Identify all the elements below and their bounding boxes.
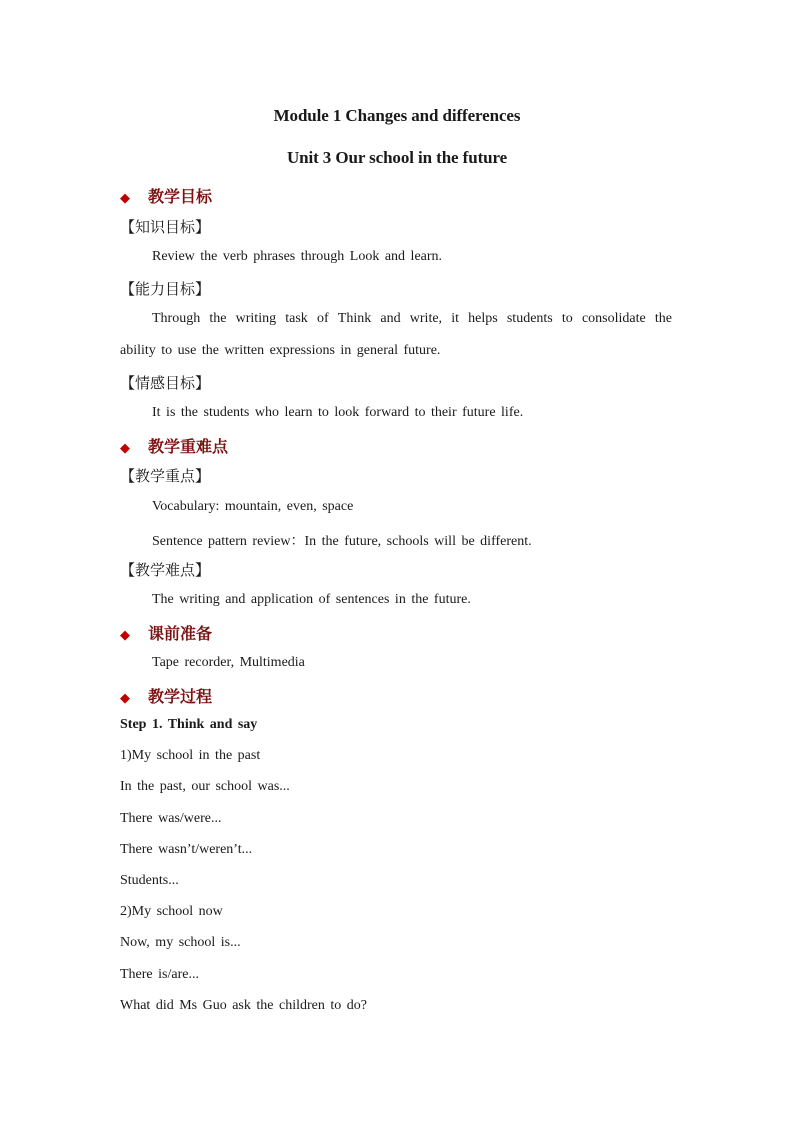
process-line: 1)My school in the past [120, 748, 261, 763]
diamond-icon: ◆ [120, 628, 130, 643]
step-1-heading: Step 1. Think and say [120, 717, 258, 732]
diamond-icon: ◆ [120, 441, 130, 456]
knowledge-goal-text: Review the verb phrases through Look and learn. [152, 249, 443, 264]
process-line: There wasn’t/weren’t... [120, 842, 253, 857]
word: task [285, 311, 308, 326]
knowledge-goal-label: 【知识目标】 [120, 218, 211, 236]
section-heading-objectives [120, 184, 212, 207]
preparation-text: Tape recorder, Multimedia [152, 655, 305, 670]
section-heading-label: 教学目标 [148, 187, 213, 206]
ability-goal-text-line2: ability to use the written expressions in general future. [120, 343, 441, 358]
section-heading-label: 课前准备 [148, 624, 213, 643]
vocabulary-line: Vocabulary: mountain, even, space [152, 499, 354, 514]
section-heading-label: 教学重难点 [148, 437, 229, 456]
process-line: There was/were... [120, 811, 222, 826]
unit-title: Unit 3 Our school in the future [286, 148, 508, 167]
word: and [380, 311, 401, 326]
emotion-goal-text: It is the students who learn to look forward to their future life. [152, 405, 524, 420]
section-heading-label: 教学过程 [148, 687, 213, 706]
process-line: There is/are... [120, 967, 199, 982]
sentence-pattern-line: Sentence pattern review：In the future, schools will be different. [152, 534, 532, 549]
word: to [561, 311, 573, 326]
word: helps [468, 311, 498, 326]
process-line: 2)My school now [120, 904, 223, 919]
process-line: Now, my school is... [120, 935, 241, 950]
word: the [654, 311, 672, 326]
word: of [316, 311, 329, 326]
word: writing [235, 311, 277, 326]
process-line: Students... [120, 873, 179, 888]
teaching-difficulty-label: 【教学难点】 [120, 561, 211, 579]
ability-goal-label: 【能力目标】 [120, 280, 211, 298]
ability-goal-text-line1 [152, 311, 672, 327]
process-line: What did Ms Guo ask the children to do? [120, 998, 367, 1013]
word: Through [152, 311, 201, 326]
word: the [209, 311, 227, 326]
emotion-goal-label: 【情感目标】 [120, 374, 211, 392]
diamond-icon: ◆ [120, 191, 130, 206]
process-line: In the past, our school was... [120, 779, 290, 794]
section-heading-process [120, 684, 212, 707]
word: consolidate [581, 311, 646, 326]
diamond-icon: ◆ [120, 691, 130, 706]
word: Think [337, 311, 372, 326]
section-heading-key-points [120, 434, 228, 457]
word: write, [409, 311, 443, 326]
word: it [451, 311, 459, 326]
word: students [506, 311, 553, 326]
section-heading-preparation [120, 621, 212, 644]
module-title: Module 1 Changes and differences [273, 106, 521, 125]
teaching-difficulty-text: The writing and application of sentences in the future. [152, 592, 471, 607]
teaching-focus-label: 【教学重点】 [120, 467, 211, 485]
